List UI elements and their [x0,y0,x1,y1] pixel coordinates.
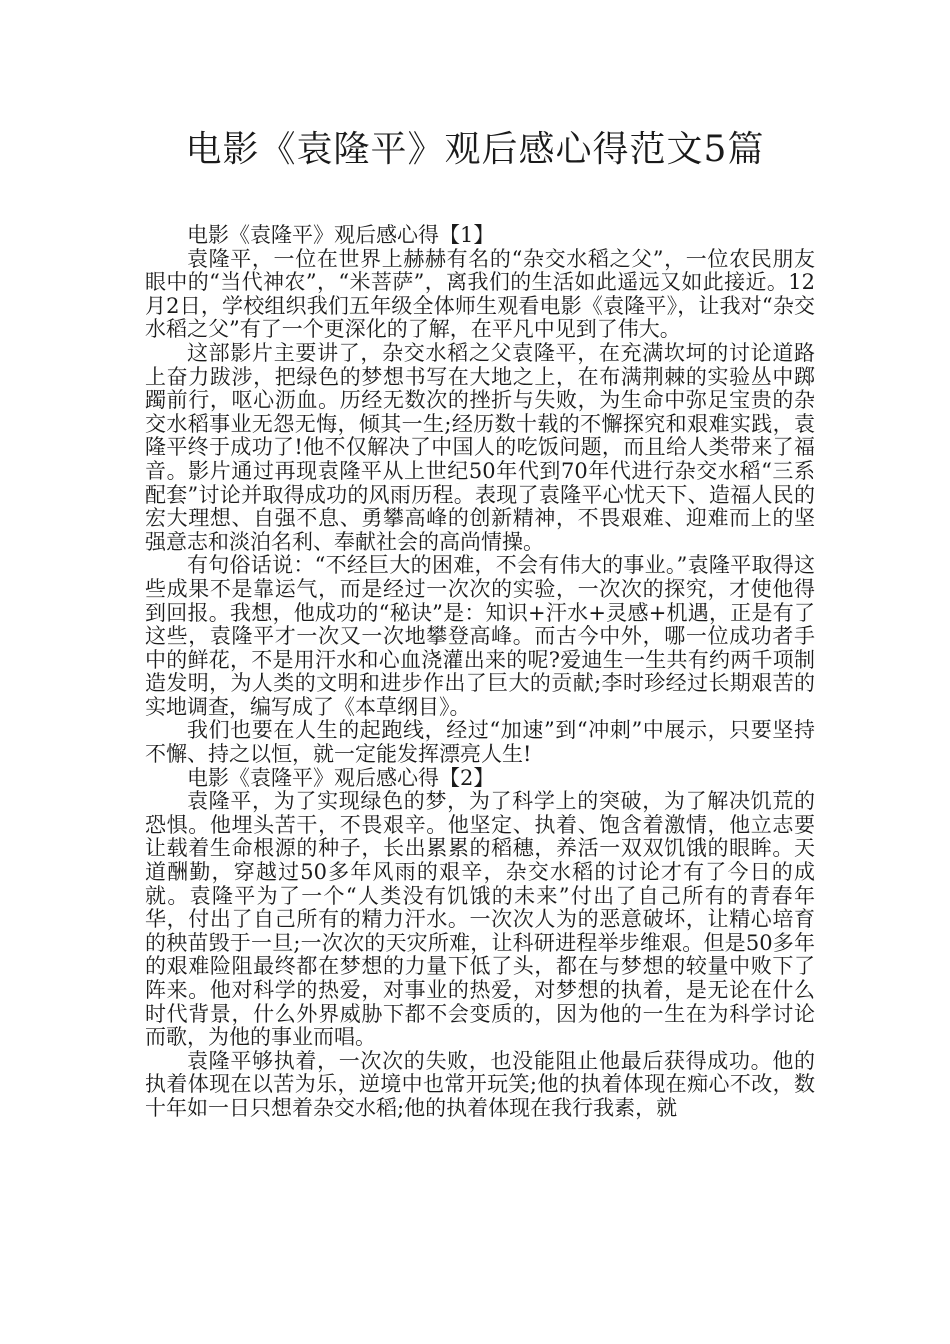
paragraph: 袁隆平，一位在世界上赫赫有名的“杂交水稻之父”，一位农民朋友眼中的“当代神农”，“米菩萨”，离我们的生活如此遥远又如此接近。12月2日，学校组织我们五年级全体师生观看电影《袁隆平》，让我对“杂交水稻之父”有了一个更深化的了解，在平凡中见到了伟大。 [145,246,815,342]
paragraph: 袁隆平够执着，一次次的失败，也没能阻止他最后获得成功。他的执着体现在以苦为乐，逆境中也常开玩笑;他的执着体现在痴心不改，数十年如一日只想着杂交水稻;他的执着体现在我行我素，就 [145,1048,815,1120]
paragraph: 有句俗话说：“不经巨大的困难，不会有伟大的事业。”袁隆平取得这些成果不是靠运气，而是经过一次次的实验，一次次的探究，才使他得到回报。我想，他成功的“秘诀”是：知识+汗水+灵感+机遇，正是有了这些，袁隆平才一次又一次地攀登高峰。而古今中外，哪一位成功者手中的鲜花，不是用汗水和心血浇灌出来的呢?爱迪生一生共有约两千项制造发明，为人类的文明和进步作出了巨大的贡献;李时珍经过长期艰苦的实地调查，编写成了《本草纲目》。 [145,553,815,719]
section-heading: 电影《袁隆平》观后感心得【2】 [187,765,495,790]
section-heading: 电影《袁隆平》观后感心得【1】 [187,223,495,247]
paragraph: 我们也要在人生的起跑线，经过“加速”到“冲刺”中展示，只要坚持不懈、持之以恒，就一定能发挥漂亮人生! [145,718,815,767]
document-body [145,224,815,1121]
document-title: 电影《袁隆平》观后感心得范文5篇 [185,129,765,170]
paragraph: 这部影片主要讲了，杂交水稻之父袁隆平，在充满坎坷的讨论道路上奋力跋涉，把绿色的梦想书写在大地之上，在布满荆棘的实验丛中踯躅前行，呕心沥血。历经无数次的挫折与失败，为生命中弥足宝贵的杂交水稻事业无怨无悔，倾其一生;经历数十载的不懈探究和艰难实践，袁隆平终于成功了!他不仅解决了中国人的吃饭问题，而且给人类带来了福音。影片通过再现袁隆平从上世纪50年代到70年代进行杂交水稻“三系配套”讨论并取得成功的风雨历程。表现了袁隆平心忧天下、造福人民的宏大理想、自强不息、勇攀高峰的创新精神，不畏艰难、迎难而上的坚强意志和淡泊名利、奉献社会的高尚情操。 [145,340,815,554]
paragraph: 袁隆平，为了实现绿色的梦，为了科学上的突破，为了解决饥荒的恐惧。他埋头苦干，不畏艰辛。他坚定、执着、饱含着激情，他立志要让载着生命根源的种子，长出累累的稻穗，养活一双双饥饿的眼眸。天道酬勤，穿越过50多年风雨的艰辛，杂交水稻的讨论才有了今日的成就。袁隆平为了一个“人类没有饥饿的未来”付出了自己所有的青春年华，付出了自己所有的精力汗水。一次次人为的恶意破坏，让精心培育的秧苗毁于一旦;一次次的天灾所难，让科研进程举步维艰。但是50多年的艰难险阻最终都在梦想的力量下低了头，都在与梦想的较量中败下了阵来。他对科学的热爱，对事业的热爱，对梦想的执着，是无论在什么时代背景，什么外界威胁下都不会变质的，因为他的一生在为科学讨论而歌，为他的事业而唱。 [145,789,815,1050]
